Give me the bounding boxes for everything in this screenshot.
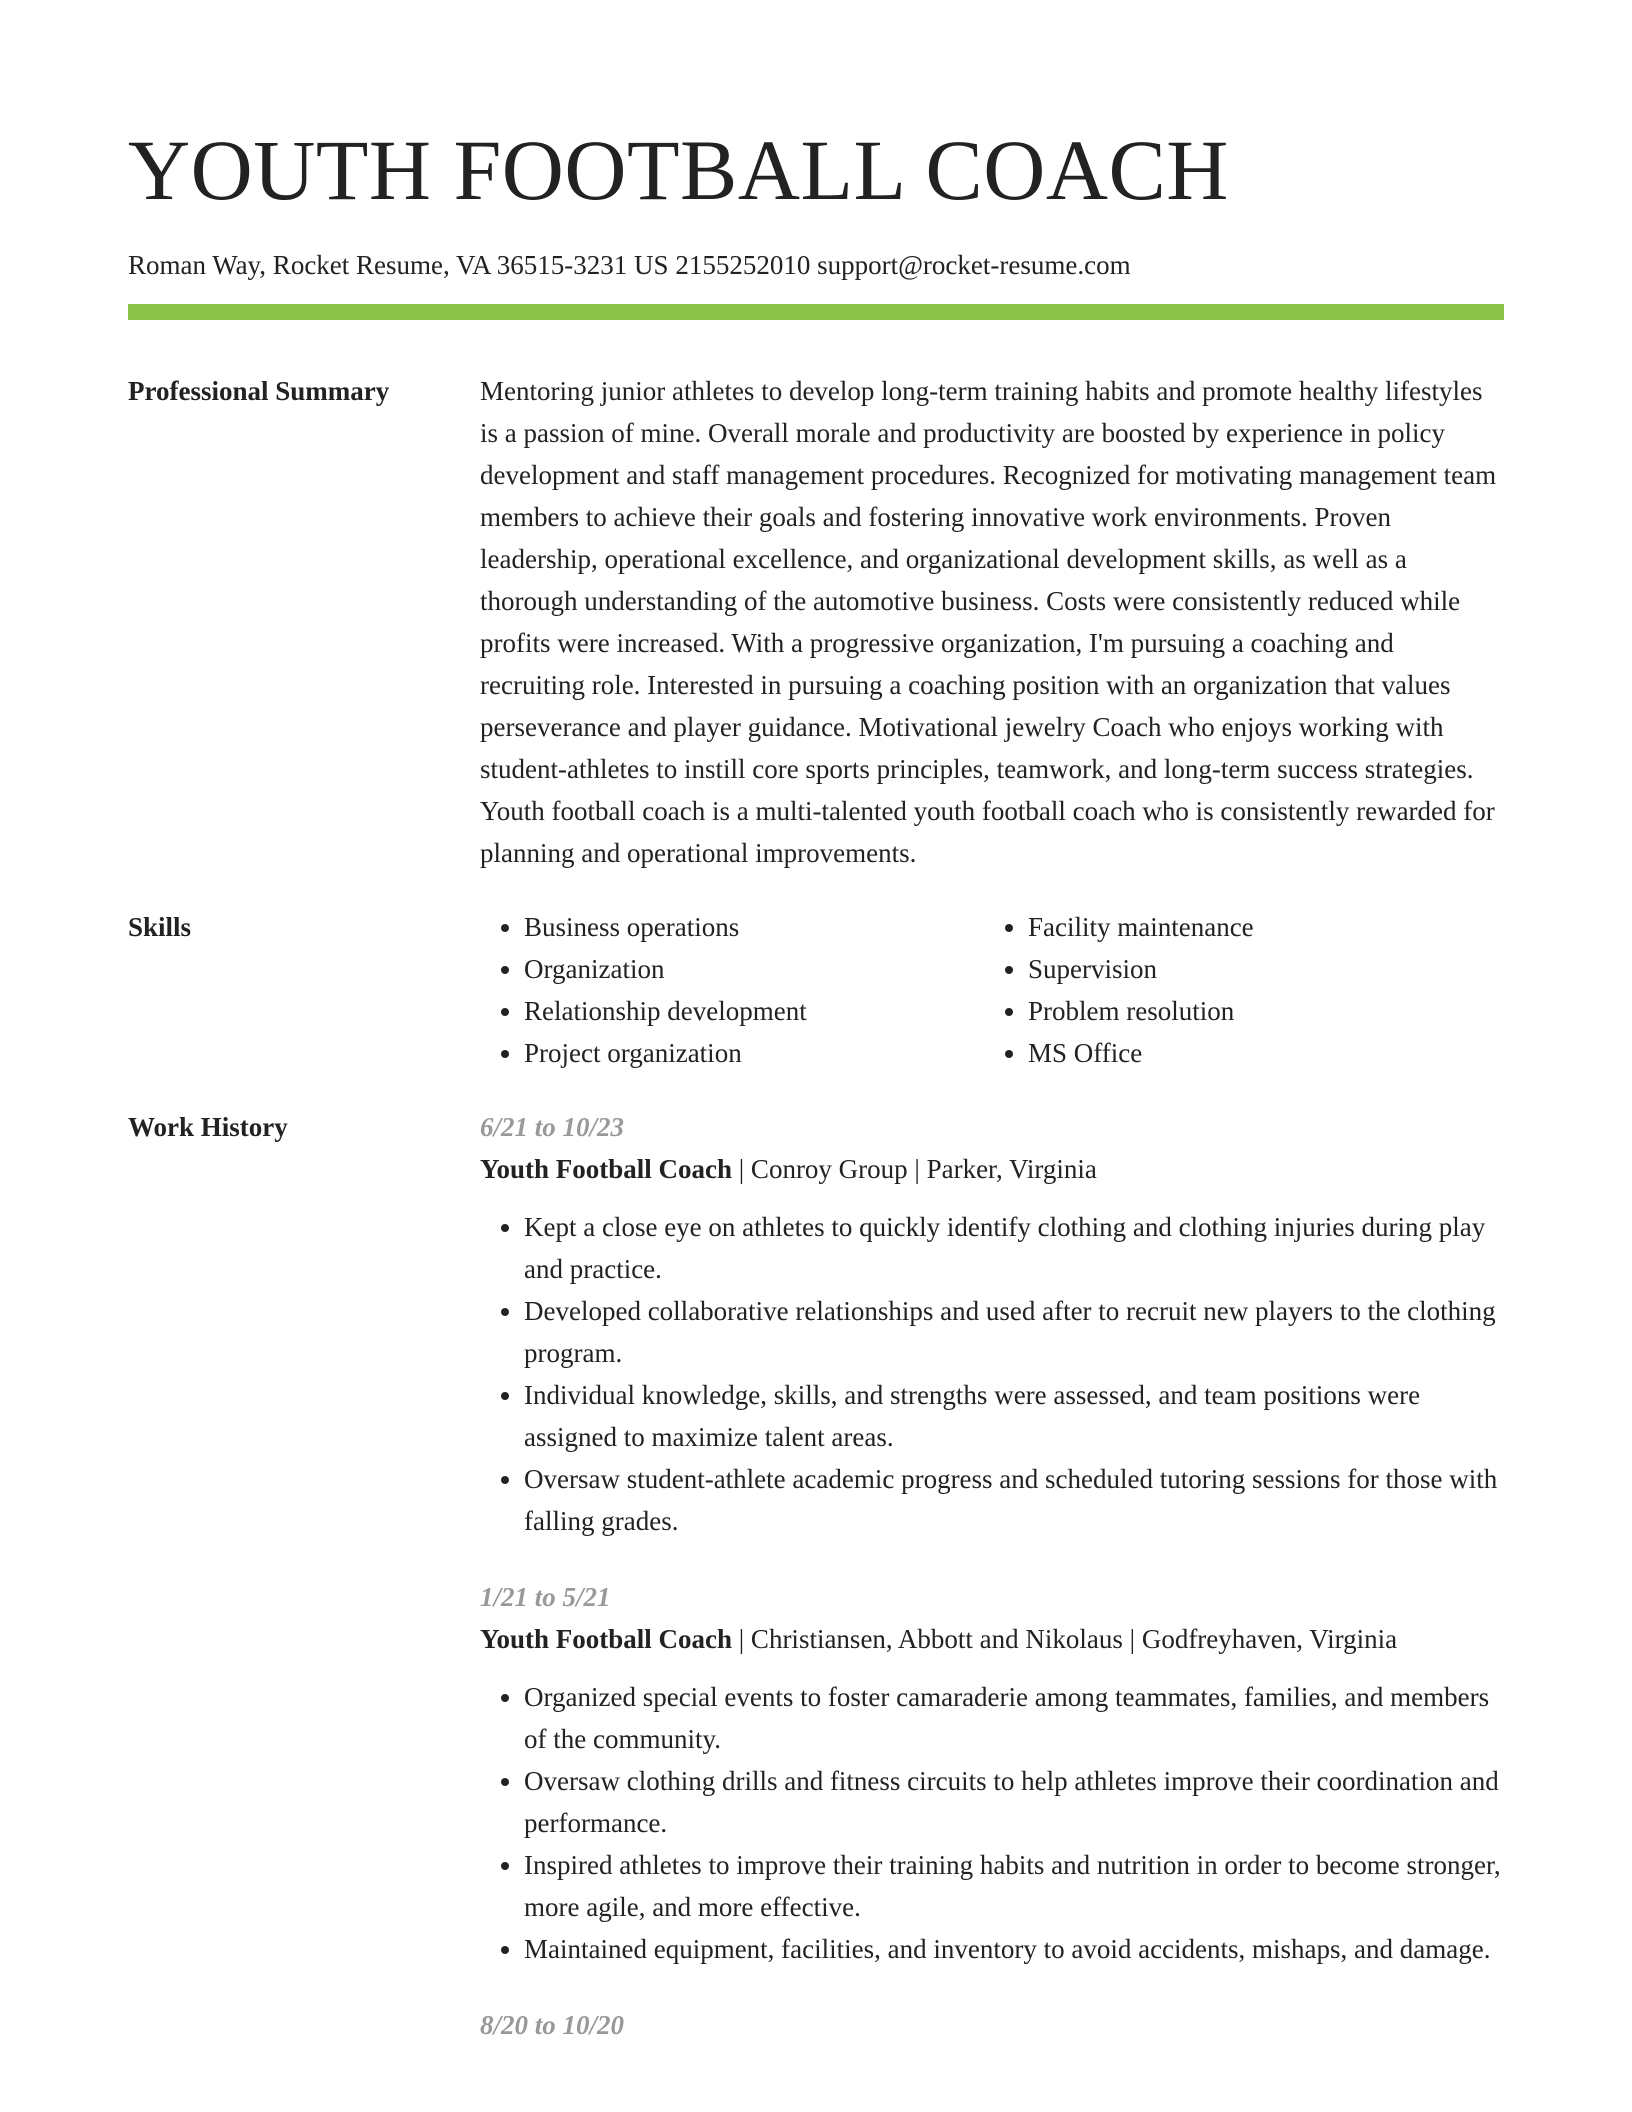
job-bullet: • Kept a close eye on athletes to quickly identify clothing and clothing injuries during play and practice. xyxy=(524,1206,1504,1290)
work-history-section xyxy=(128,1106,1504,2046)
skills-body xyxy=(480,906,1504,1074)
job-header xyxy=(480,1618,1504,1660)
job-bullet: • Inspired athletes to improve their training habits and nutrition in order to become stronger, more agile, and more effective. xyxy=(524,1844,1504,1928)
job-bullet: • Oversaw student-athlete academic progress and scheduled tutoring sessions for those with falling grades. xyxy=(524,1458,1504,1542)
job-bullet: • Oversaw clothing drills and fitness circuits to help athletes improve their coordination and performance. xyxy=(524,1760,1504,1844)
contact-line: Roman Way, Rocket Resume, VA 36515-3231 US 2155252010 support@rocket-resume.com xyxy=(128,250,1131,280)
job-title: Youth Football Coach xyxy=(480,1624,733,1654)
job-employer-location: | Christiansen, Abbott and Nikolaus | Godfreyhaven, Virginia xyxy=(732,1624,1398,1654)
section-label-summary: Professional Summary xyxy=(128,376,390,406)
job-bullet: • Organized special events to foster camaraderie among teammates, families, and members of the community. xyxy=(524,1676,1504,1760)
skill-item: • Project organization xyxy=(524,1032,984,1074)
resume-page xyxy=(128,0,1504,2046)
job-bullets xyxy=(480,1676,1504,1970)
skill-item: • Relationship development xyxy=(524,990,984,1032)
section-label-skills: Skills xyxy=(128,912,192,942)
work-body xyxy=(480,1106,1504,2046)
section-label-work: Work History xyxy=(128,1112,288,1142)
job-dates: 8/20 to 10/20 xyxy=(480,2010,625,2040)
job-entry xyxy=(480,1576,1504,1970)
skill-item: • Organization xyxy=(524,948,984,990)
job-bullet: • Developed collaborative relationships and used after to recruit new players to the clothing program. xyxy=(524,1290,1504,1374)
job-bullet: • Individual knowledge, skills, and strengths were assessed, and team positions were assigned to maximize talent areas. xyxy=(524,1374,1504,1458)
job-dates: 1/21 to 5/21 xyxy=(480,1582,611,1612)
skills-column-right xyxy=(984,906,1488,1074)
skill-item: • Facility maintenance xyxy=(1028,906,1488,948)
skill-item: • Problem resolution xyxy=(1028,990,1488,1032)
job-bullets xyxy=(480,1206,1504,1542)
job-dates: 6/21 to 10/23 xyxy=(480,1112,625,1142)
job-header xyxy=(480,1148,1504,1190)
professional-summary-section xyxy=(128,370,1504,874)
summary-body xyxy=(480,370,1504,874)
resume-title: YOUTH FOOTBALL COACH xyxy=(128,122,1229,218)
skill-item: • Supervision xyxy=(1028,948,1488,990)
summary-text: Mentoring junior athletes to develop long-term training habits and promote healthy lifestyles is a passion of mine. Overall morale and productivity are boosted by experience in policy development and staff management procedures. Recognized for motivating management team members to achieve their goals and fostering innovative work environments. Proven leadership, operational excellence, and organizational development skills, as well as a thorough understanding of the automotive business. Costs were consistently reduced while profits were increased. With a progressive organization, I'm pursuing a coaching and recruiting role. Interested in pursuing a coaching position with an organization that values perseverance and player guidance. Motivational jewelry Coach who enjoys working with student-athletes to instill core sports principles, teamwork, and long-term success strategies. Youth football coach is a multi-talented youth football coach who is consistently rewarded for planning and operational improvements. xyxy=(480,376,1497,868)
job-employer-location: | Conroy Group | Parker, Virginia xyxy=(732,1154,1097,1184)
job-entry xyxy=(480,1106,1504,1542)
job-title: Youth Football Coach xyxy=(480,1154,733,1184)
skills-column-left xyxy=(480,906,984,1074)
job-entry xyxy=(480,2004,1504,2046)
header-divider xyxy=(128,304,1504,320)
job-bullet: • Maintained equipment, facilities, and inventory to avoid accidents, mishaps, and damage. xyxy=(524,1928,1504,1970)
skill-item: • MS Office xyxy=(1028,1032,1488,1074)
skills-section xyxy=(128,906,1504,1074)
skills-grid xyxy=(480,906,1504,1074)
skill-item: • Business operations xyxy=(524,906,984,948)
